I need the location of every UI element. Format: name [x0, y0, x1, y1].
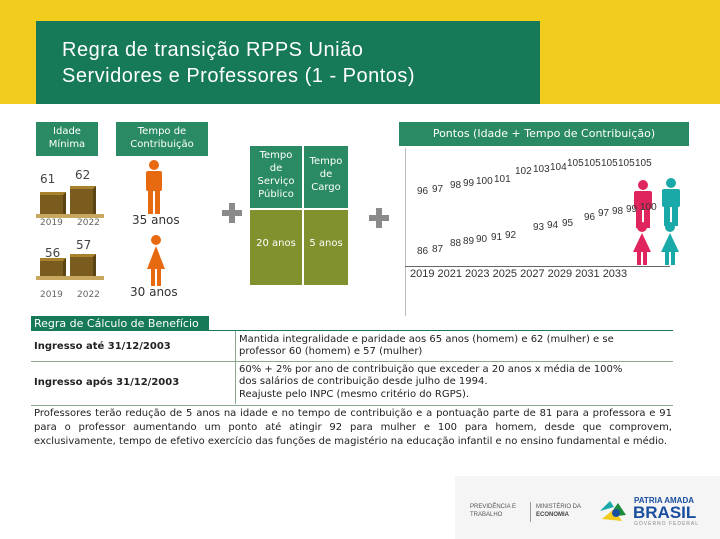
pontos-divider	[405, 148, 406, 316]
point-label: 88	[450, 238, 462, 249]
logo-economia-line1: MINISTÉRIO DA	[536, 504, 582, 510]
plus-icon-2	[369, 208, 389, 228]
brand-top: PATRIA AMADA	[634, 496, 694, 505]
point-label: 93	[533, 222, 545, 233]
point-label: 91	[491, 232, 503, 243]
point-label: 103	[533, 164, 550, 175]
women-year-2022: 2022	[77, 290, 100, 300]
men-age-2022: 62	[75, 168, 91, 182]
point-label: 96	[584, 212, 596, 223]
years-axis: 2019 2021 2023 2025 2027 2029 2031 2033	[410, 268, 628, 280]
point-label: 94	[547, 220, 559, 231]
logo-divider	[530, 502, 531, 522]
point-label: 104	[550, 162, 567, 173]
bar-men-2019	[40, 192, 66, 214]
men-age-2019: 61	[40, 172, 56, 186]
logo-previdencia-line1: PREVIDÊNCIA E	[470, 504, 517, 510]
tempo-cargo-value: 5 anos	[304, 210, 348, 285]
men-tempo: 35 anos	[132, 213, 180, 227]
point-label: 105	[601, 158, 618, 169]
point-label: 105	[618, 158, 635, 169]
woman-icon-right-2	[658, 222, 682, 266]
footer-logos	[470, 502, 600, 524]
row2-label: Ingresso após 31/12/2003	[34, 377, 180, 388]
men-year-2022: 2022	[77, 218, 100, 228]
women-year-2019: 2019	[40, 290, 63, 300]
point-label: 98	[450, 180, 462, 191]
benefit-header: Regra de Cálculo de Benefício	[31, 316, 209, 331]
point-label: 95	[562, 218, 574, 229]
point-label: 105	[635, 158, 652, 169]
benefit-header-line	[209, 330, 673, 331]
women-age-2022: 57	[76, 238, 92, 252]
tempo-header: Tempo de Contribuição	[116, 122, 208, 156]
logo-economia-line2: ECONOMIA	[536, 512, 569, 518]
tempo-cargo-header: Tempo de Cargo	[304, 146, 348, 208]
row2-text: 60% + 2% por ano de contribuição que exceder a 20 anos x média de 100% dos salários de contribuição desde julho de 1994.	[239, 364, 623, 387]
tempo-servico-value: 20 anos	[250, 210, 302, 285]
bar-women-2019	[40, 258, 66, 276]
table-vline	[235, 331, 236, 404]
point-label: 101	[494, 174, 511, 185]
point-label: 99	[463, 178, 475, 189]
point-label: 90	[476, 234, 488, 245]
row1-text: Mantida integralidade e paridade aos 65 anos (homem) e 62 (mulher) e se professor 60 (homem) e 57 (mulher)	[239, 334, 614, 357]
bar-women-base	[36, 276, 104, 280]
men-year-2019: 2019	[40, 218, 63, 228]
idade-header: Idade Mínima	[36, 122, 98, 156]
point-label: 102	[515, 166, 532, 177]
row2-text-2: Reajuste pelo INPC (mesmo critério do RGPS).	[239, 389, 470, 400]
point-label: 92	[505, 230, 517, 241]
point-label: 98	[612, 206, 624, 217]
logo-previdencia-line2: TRABALHO	[470, 512, 503, 518]
man-icon	[143, 160, 165, 216]
point-label: 96	[417, 186, 429, 197]
women-tempo: 30 anos	[130, 285, 178, 299]
brand-sub: GOVERNO FEDERAL	[634, 521, 700, 527]
point-label: 105	[584, 158, 601, 169]
row1-label: Ingresso até 31/12/2003	[34, 341, 171, 352]
point-label: 97	[432, 184, 444, 195]
table-hline-1	[31, 361, 673, 362]
woman-icon-right	[630, 222, 654, 266]
woman-icon	[145, 235, 167, 287]
point-label: 89	[463, 236, 475, 247]
point-label: 97	[598, 208, 610, 219]
point-label: 100	[640, 202, 657, 213]
years-axis-line	[405, 266, 670, 267]
bar-women-2022	[70, 254, 96, 276]
benefit-table	[31, 316, 673, 331]
professor-note: Professores terão redução de 5 anos na idade e no tempo de contribuição e a pontuação parte de 81 para a professora e 91 para o professor aumentando um ponto até atingir 92 para mulher e 100 para homem, desde que comprovem, exclusivamente, tempo de efetivo exercício das funções de magistério na educação infantil e no ensino fundamental e médio.	[34, 408, 672, 447]
bar-men-2022	[70, 186, 96, 214]
brasil-flag-icon	[598, 497, 630, 523]
point-label: 86	[417, 246, 429, 257]
point-label: 99	[626, 204, 638, 215]
brand-main: BRASIL	[633, 503, 697, 522]
pontos-header: Pontos (Idade + Tempo de Contribuição)	[399, 122, 689, 146]
point-label: 105	[567, 158, 584, 169]
point-label: 87	[432, 244, 444, 255]
point-label: 100	[476, 176, 493, 187]
page-title: Regra de transição RPPS União Servidores e Professores (1 - Pontos)	[62, 39, 416, 87]
plus-icon-1	[222, 203, 242, 223]
table-hline-2	[31, 405, 673, 406]
women-age-2019: 56	[45, 246, 61, 260]
title-box	[36, 21, 540, 104]
tempo-servico-header: Tempo de Serviço Público	[250, 146, 302, 208]
